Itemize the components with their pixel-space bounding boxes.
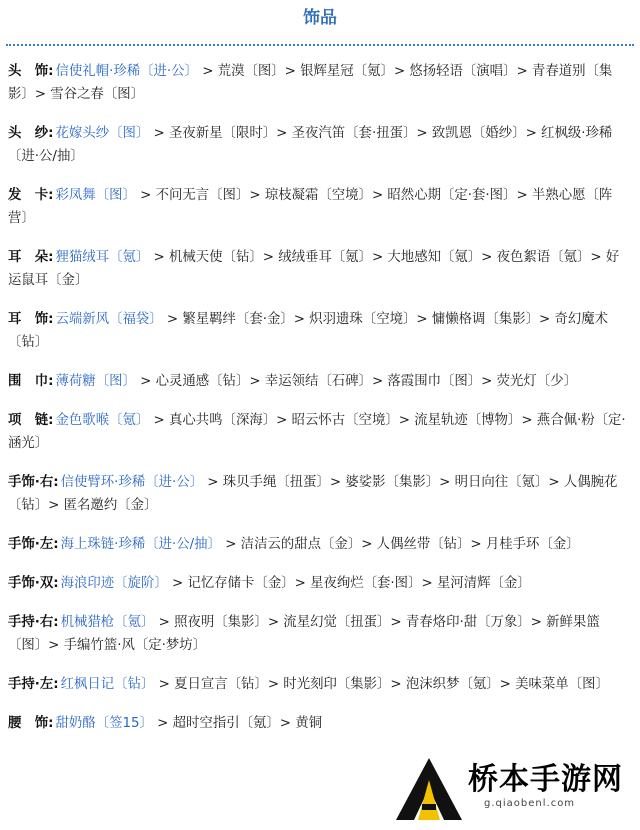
accessory-list (0, 46, 640, 735)
entry-category: 手饰·左: (8, 537, 59, 552)
accessory-entry (8, 572, 632, 595)
entry-category: 头 纱: (8, 126, 54, 141)
entry-category: 手饰·双: (8, 576, 59, 591)
entry-highlight-link[interactable]: 红枫日记〔钻〕 (60, 677, 155, 692)
accessory-entry (8, 370, 632, 393)
entry-details: > 圣夜新星〔限时〕> 圣夜汽笛〔套·扭蛋〕> 致凯恩〔婚纱〕> 红枫级·珍稀〔进·公/抽〕 (8, 126, 613, 164)
entry-category: 头 饰: (8, 64, 54, 79)
accessory-entry (8, 712, 632, 735)
entry-category: 腰 饰: (8, 716, 54, 731)
entry-highlight-link[interactable]: 狸猫绒耳〔氪〕 (55, 250, 150, 265)
accessory-entry (8, 308, 632, 354)
entry-details: > 机械天使〔钻〕> 绒绒垂耳〔氪〕> 大地感知〔氪〕> 夜色絮语〔氪〕> 好运鼠耳〔金〕 (8, 250, 620, 288)
entry-details: > 荒漠〔图〕> 银辉星冠〔氪〕> 悠扬轻语〔演唱〕> 青春道别〔集影〕> 雪谷之春〔图〕 (8, 64, 613, 102)
watermark-logo-icon (394, 756, 464, 822)
accessory-entry (8, 184, 632, 230)
entry-details: > 繁星羁绊〔套·金〕> 炽羽遗珠〔空境〕> 慵懒格调〔集影〕> 奇幻魔术〔钻〕 (8, 312, 609, 350)
entry-highlight-link[interactable]: 彩凤舞〔图〕 (55, 188, 136, 203)
entry-details: > 记忆存储卡〔金〕> 星夜绚烂〔套·图〕> 星河清辉〔金〕 (167, 576, 531, 591)
entry-highlight-link[interactable]: 甜奶酪〔签15〕 (55, 716, 153, 731)
accessory-entry (8, 409, 632, 455)
entry-highlight-link[interactable]: 金色歌喉〔氪〕 (55, 413, 150, 428)
watermark-url: g.qiaobenl.com (484, 798, 576, 809)
entry-details: > 夏日宣言〔钻〕> 时光刻印〔集影〕> 泡沫织梦〔氪〕> 美味菜单〔图〕 (154, 677, 609, 692)
page-title: 饰品 (303, 8, 337, 28)
entry-details: > 珠贝手绳〔扭蛋〕> 婆娑影〔集影〕> 明日向往〔氪〕> 人偶腕花〔钻〕> 匿名邀约〔金〕 (8, 475, 618, 513)
entry-category: 发 卡: (8, 188, 54, 203)
entry-highlight-link[interactable]: 海浪印迹〔旋阶〕 (60, 576, 168, 591)
entry-details: > 超时空指引〔氪〕> 黄铜 (152, 716, 323, 731)
accessory-entry (8, 673, 632, 696)
entry-category: 手持·左: (8, 677, 59, 692)
entry-highlight-link[interactable]: 海上珠链·珍稀〔进·公/抽〕 (60, 537, 221, 552)
entry-category: 项 链: (8, 413, 54, 428)
entry-highlight-link[interactable]: 机械猎枪〔氪〕 (60, 615, 155, 630)
accessory-entry (8, 611, 632, 657)
entry-details: > 真心共鸣〔深海〕> 昭云怀古〔空境〕> 流星轨迹〔博物〕> 燕合佩·粉〔定·涵光〕 (8, 413, 626, 451)
accessory-entry (8, 246, 632, 292)
entry-highlight-link[interactable]: 云端新风〔福袋〕 (55, 312, 163, 327)
accessory-entry (8, 533, 632, 556)
entry-highlight-link[interactable]: 信使礼帽·珍稀〔进·公〕 (55, 64, 198, 79)
accessory-entry (8, 471, 632, 517)
entry-category: 手饰·右: (8, 475, 59, 490)
entry-category: 手持·右: (8, 615, 59, 630)
entry-category: 耳 饰: (8, 312, 54, 327)
entry-category: 耳 朵: (8, 250, 54, 265)
entry-category: 围 巾: (8, 374, 54, 389)
entry-details: > 心灵通感〔钻〕> 幸运领结〔石碑〕> 落霞围巾〔图〕> 荧光灯〔少〕 (135, 374, 577, 389)
accessory-entry (8, 122, 632, 168)
accessory-entry (8, 60, 632, 106)
entry-highlight-link[interactable]: 花嫁头纱〔图〕 (55, 126, 150, 141)
entry-details: > 洁洁云的甜点〔金〕> 人偶丝带〔钻〕> 月桂手环〔金〕 (220, 537, 580, 552)
entry-details: > 照夜明〔集影〕> 流星幻觉〔扭蛋〕> 青春烙印·甜〔万象〕> 新鲜果篮〔图〕> 手编竹篮·风〔定·梦坊〕 (8, 615, 600, 653)
watermark-text: 桥本手游网 (468, 762, 623, 797)
entry-details: > 不问无言〔图〕> 琼枝凝霜〔空境〕> 昭然心期〔定·套·图〕> 半熟心愿〔阵营〕 (8, 188, 613, 226)
entry-highlight-link[interactable]: 信使臂环·珍稀〔进·公〕 (60, 475, 204, 490)
watermark (392, 748, 632, 828)
entry-highlight-link[interactable]: 薄荷糖〔图〕 (55, 374, 136, 389)
